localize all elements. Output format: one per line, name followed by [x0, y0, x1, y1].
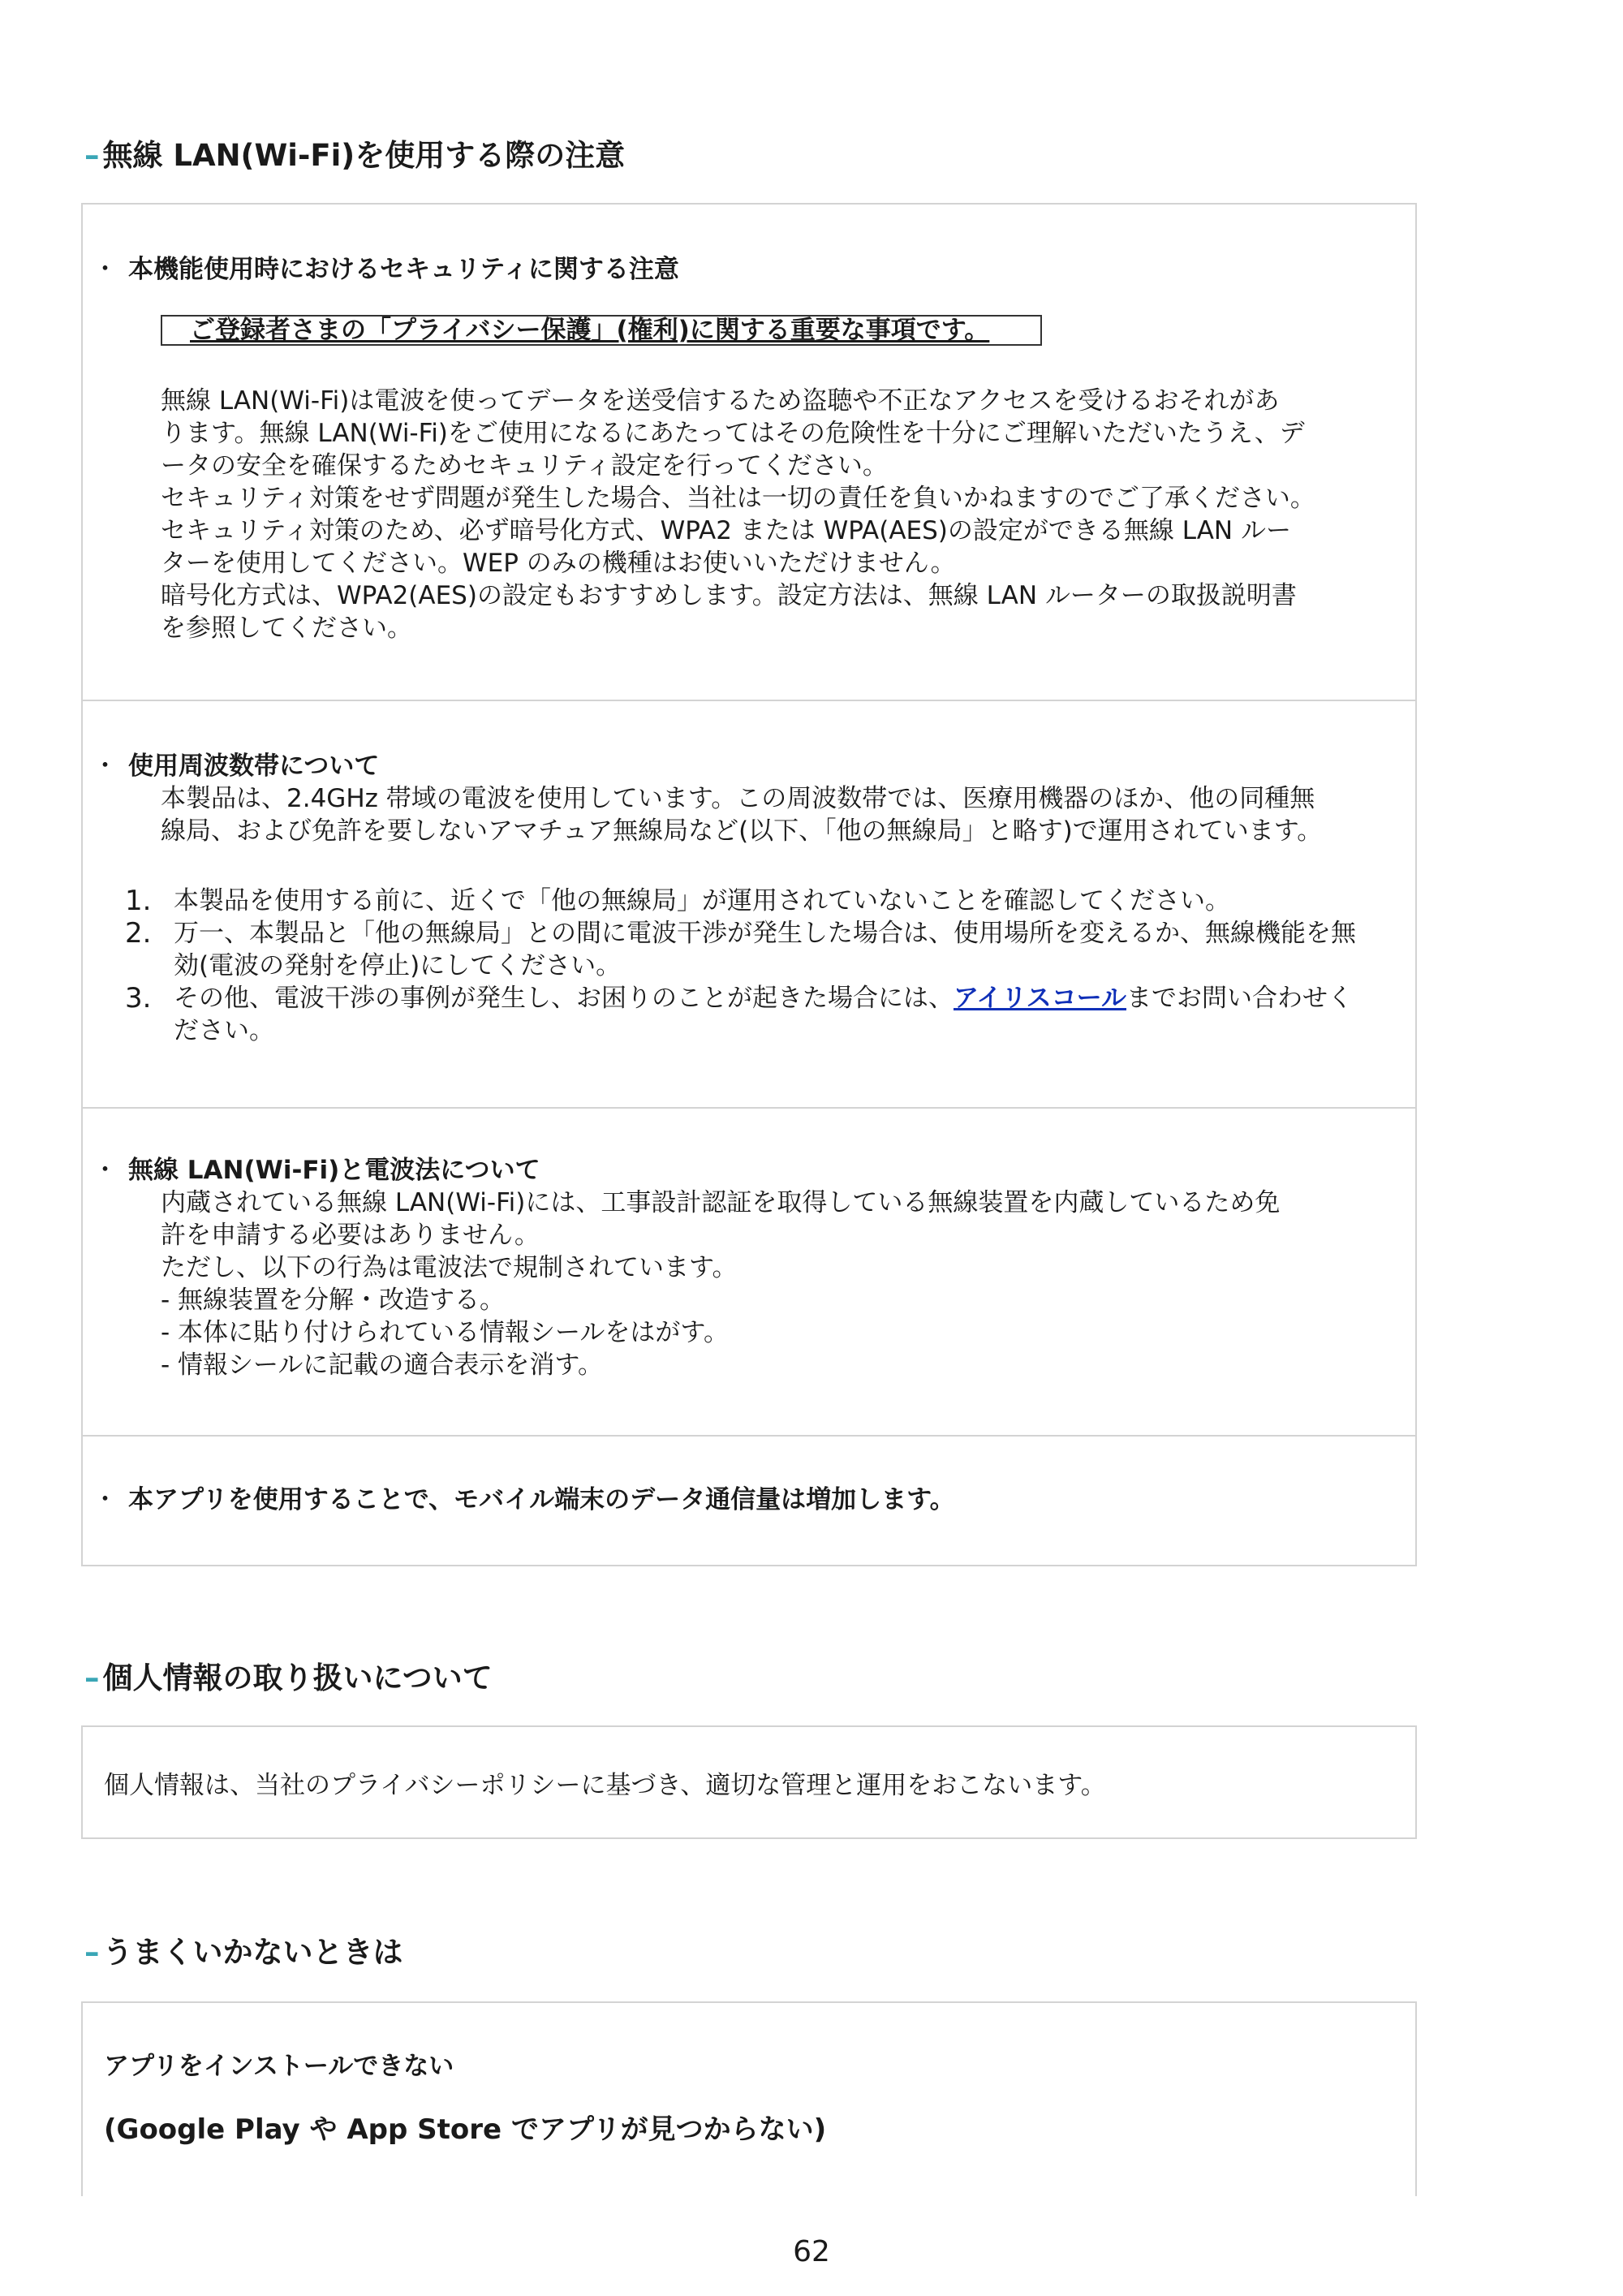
- frequency-cell: [83, 700, 1415, 1107]
- privacy-text: 個人情報は、当社のプライバシーポリシーに基づき、適切な管理と運用をおこないます。: [104, 1771, 1106, 1800]
- trouble-line-2: (Google Play や App Store でアプリが見つからない): [104, 2113, 827, 2146]
- section-heading-wifi: – 無線 LAN(Wi-Fi)を使用する際の注意: [84, 138, 626, 173]
- radio-law-title: ・ 無線 LAN(Wi-Fi)と電波法について: [128, 1154, 540, 1187]
- page-number: 62: [793, 2235, 830, 2268]
- privacy-box: [81, 1725, 1417, 1839]
- section-heading-privacy: – 個人情報の取り扱いについて: [84, 1661, 493, 1695]
- security-cell: [83, 205, 1415, 700]
- data-usage-title: ・ 本アプリを使用することで、モバイル端末のデータ通信量は増加します。: [128, 1484, 955, 1516]
- security-title: ・ 本機能使用時におけるセキュリティに関する注意: [128, 253, 679, 286]
- list-item: 3. その他、電波干渉の事例が発生し、お困りのことが起きた場合には、アイリスコールまでお問い合わせく ださい。: [125, 982, 1353, 1045]
- trouble-box: [81, 2001, 1417, 2196]
- privacy-notice: ご登録者さまの「プライバシー保護」(権利)に関する重要な事項です。: [161, 315, 1042, 346]
- radio-law-body: 内蔵されている無線 LAN(Wi-Fi)には、工事設計認証を取得している無線装置を内蔵しているため免 許を申請する必要はありません。 ただし、以下の行為は電波法で規制されています。 - 無線装置を分解・改造する。 - 本体に貼り付けられている情報シールをはがす。 - 情報シールに記載の適合表示を消す。: [161, 1188, 1281, 1380]
- security-body: 無線 LAN(Wi-Fi)は電波を使ってデータを送受信するため盗聴や不正なアクセスを受けるおそれがあ ります。無線 LAN(Wi-Fi)をご使用になるにあたってはその危険性を十分にご理解いただいたうえ、デ ータの安全を確保するためセキュリティ設定を行ってください。 セキュリティ対策をせず問題が発生した場合、当社は一切の責任を負いかねますのでご了承ください。 セキュリティ対策のため、必ず暗号化方式、WPA2 または WPA(AES)の設定ができる無線 LAN ルー ターを使用してください。WEP のみの機種はお使いいただけません。 暗号化方式は、WPA2(AES)の設定もおすすめします。設定方法は、無線 LAN ルーターの取扱説明書 を参照してください。: [161, 386, 1315, 643]
- list-item: 1. 本製品を使用する前に、近くで「他の無線局」が運用されていないことを確認してください。: [125, 885, 1230, 917]
- radio-law-cell: [83, 1107, 1415, 1435]
- data-usage-cell: [83, 1435, 1415, 1565]
- wifi-notes-box: [81, 203, 1417, 1566]
- heading-bar-icon: –: [84, 138, 100, 173]
- heading-bar-icon: –: [84, 1661, 100, 1695]
- frequency-steps: [125, 885, 1407, 1047]
- iris-call-link[interactable]: アイリスコール: [954, 984, 1126, 1013]
- section-heading-trouble: – うまくいかないときは: [84, 1935, 403, 1970]
- frequency-body: 本製品は、2.4GHz 帯域の電波を使用しています。この周波数帯では、医療用機器のほか、他の同種無 線局、および免許を要しないアマチュア無線局など(以下、「他の無線局」と略す)で運用されています。: [161, 784, 1323, 846]
- list-item: 2. 万一、本製品と「他の無線局」との間に電波干渉が発生した場合は、使用場所を変えるか、無線機能を無 効(電波の発射を停止)にしてください。: [125, 917, 1356, 980]
- frequency-title: ・ 使用周波数帯について: [128, 750, 379, 782]
- heading-bar-icon: –: [84, 1935, 100, 1970]
- trouble-line-1: アプリをインストールできない: [104, 2052, 454, 2081]
